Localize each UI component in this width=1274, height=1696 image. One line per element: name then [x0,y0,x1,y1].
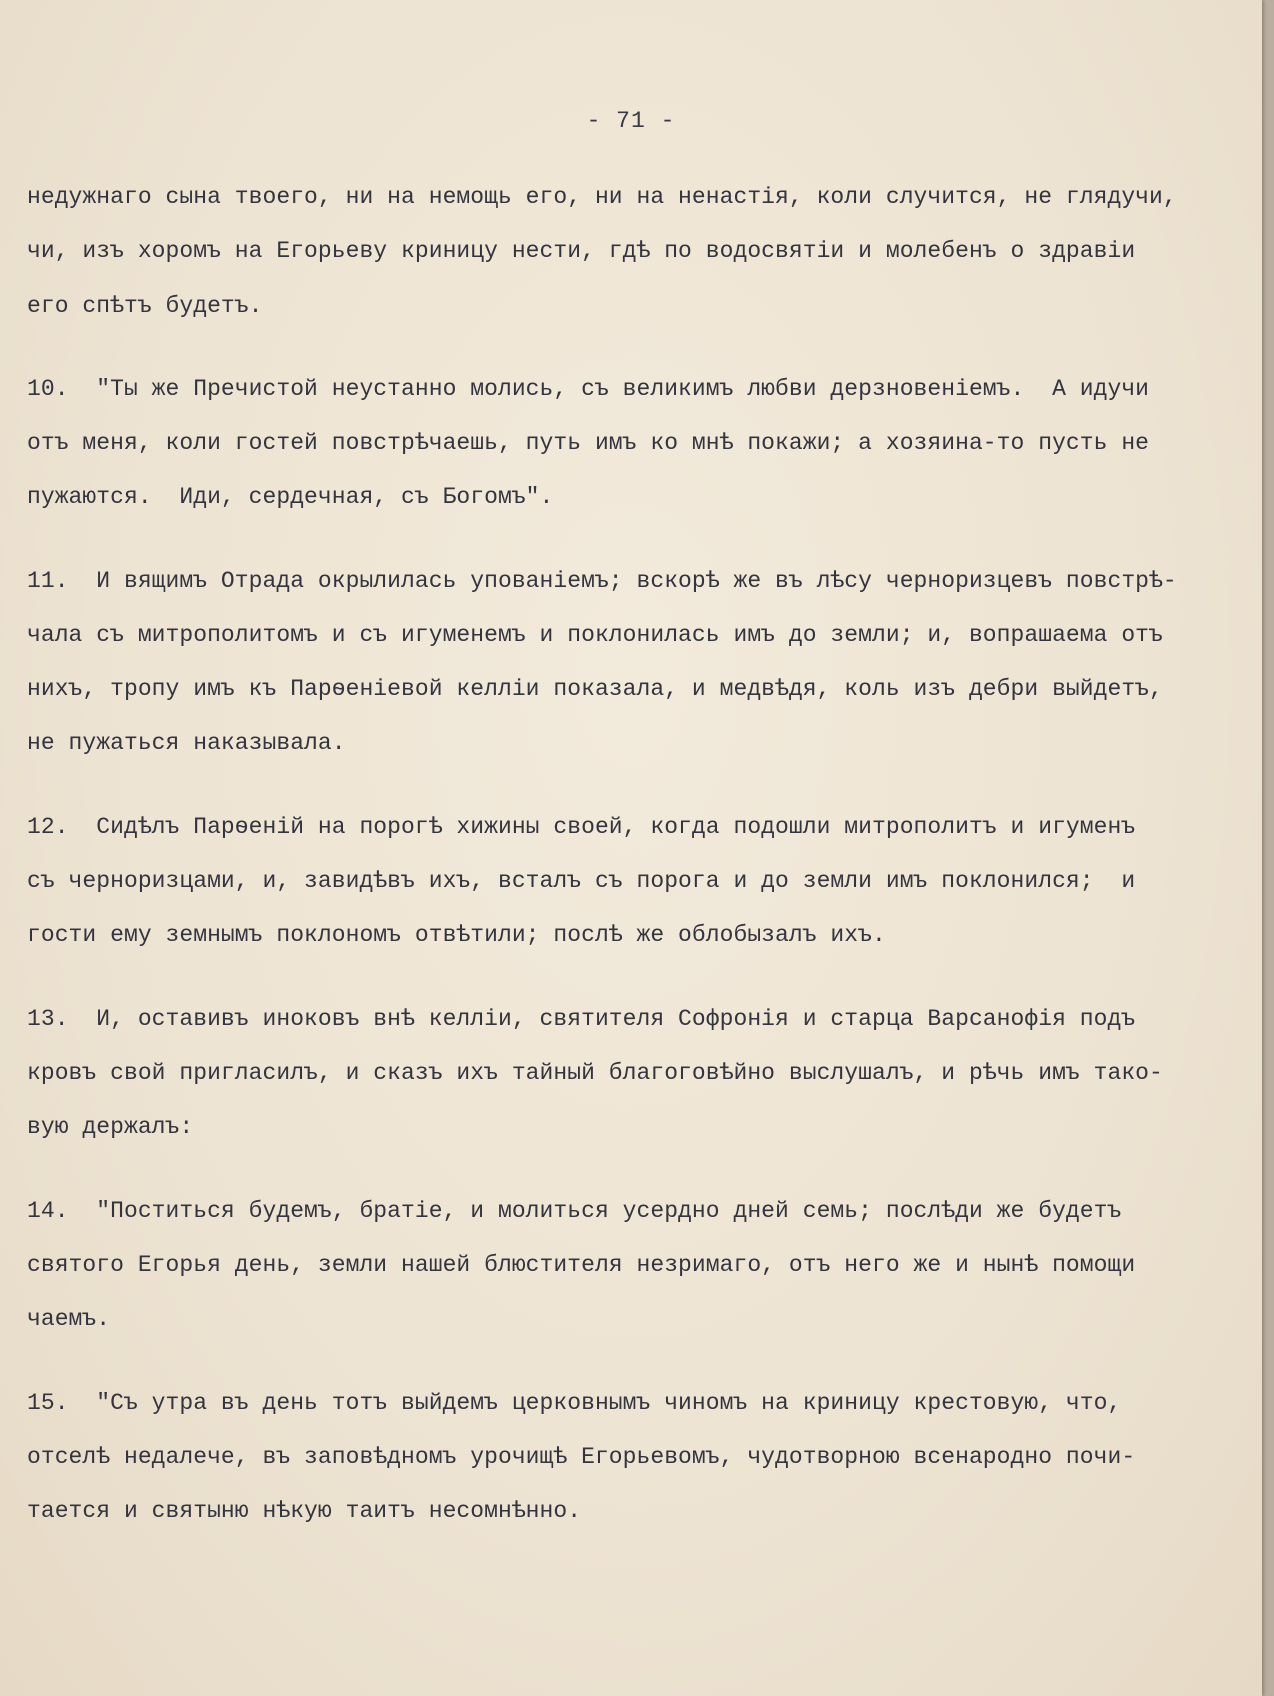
text-line: нихъ, тропу имъ къ Парѳеніевой келліи показала, и медвѣдя, коль изъ дебри выйдетъ, [27,676,1163,702]
page-number: - 71 - [586,108,676,134]
text-line: 11. И вящимъ Отрада окрылилась упованіемъ; вскорѣ же въ лѣсу черноризцевъ повстрѣ- [27,568,1177,594]
text-line: отселѣ недалече, въ заповѣдномъ урочищѣ Егорьевомъ, чудотворною всенародно почи- [27,1444,1136,1470]
text-line: 14. "Поститься будемъ, братіе, и молиться усердно дней семь; послѣди же будетъ [27,1198,1122,1224]
text-line: 12. Сидѣлъ Парѳеній на порогѣ хижины своей, когда подошли митрополитъ и игуменъ [27,814,1136,840]
text-line: гости ему земнымъ поклономъ отвѣтили; послѣ же облобызалъ ихъ. [27,922,886,948]
text-line: 13. И, оставивъ иноковъ внѣ келліи, святителя Софронія и старца Варсанофія подъ [27,1006,1136,1032]
text-line: пужаются. Иди, сердечная, съ Богомъ". [27,484,554,510]
text-line: 10. "Ты же Пречистой неустанно молись, съ великимъ любви дерзновеніемъ. А идучи [27,376,1150,402]
text-line: чала съ митрополитомъ и съ игуменемъ и поклонилась имъ до земли; и, вопрашаема отъ [27,622,1163,648]
text-line: 15. "Съ утра въ день тотъ выйдемъ церковнымъ чиномъ на криницу крестовую, что, [27,1390,1122,1416]
text-line: святого Егорья день, земли нашей блюстителя незримаго, отъ него же и нынѣ помощи [27,1252,1136,1278]
text-line: отъ меня, коли гостей повстрѣчаешь, путь имъ ко мнѣ покажи; а хозяина-то пусть не [27,430,1150,456]
text-line: чаемъ. [27,1306,111,1332]
text-line: вую держалъ: [27,1114,194,1140]
text-line: не пужаться наказывала. [27,730,346,756]
text-line: чи, изъ хоромъ на Егорьеву криницу нести, гдѣ по водосвятіи и молебенъ о здравіи [27,238,1136,264]
text-line: кровъ свой пригласилъ, и сказъ ихъ тайный благоговѣйно выслушалъ, и рѣчь имъ тако- [27,1060,1163,1086]
text-line: тается и святыню нѣкую таитъ несомнѣнно. [27,1498,582,1524]
text-line: недужнаго сына твоего, ни на немощь его, ни на ненастія, коли случится, не глядучи, [27,184,1177,210]
text-line: его спѣтъ будетъ. [27,293,263,319]
text-line: съ черноризцами, и, завидѣвъ ихъ, всталъ съ порога и до земли имъ поклонился; и [27,868,1136,894]
